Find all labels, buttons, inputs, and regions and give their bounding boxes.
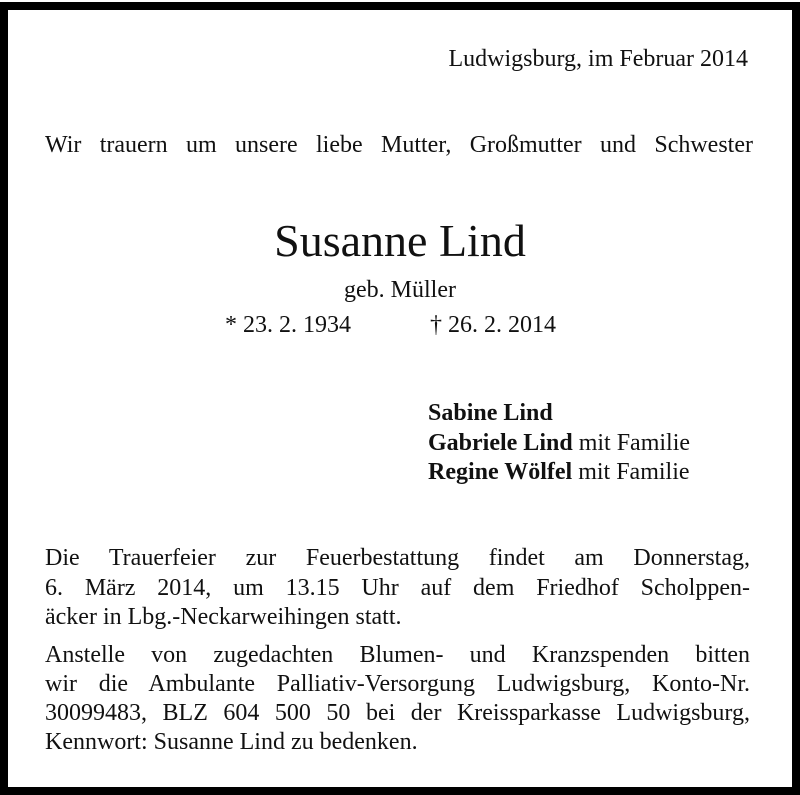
text-line: Anstelle von zugedachten Blumen- und Kranzspenden bitten bbox=[45, 642, 750, 668]
maiden-name: geb. Müller bbox=[344, 277, 456, 303]
birth-date: * 23. 2. 1934 bbox=[225, 312, 351, 338]
place-date: Ludwigsburg, im Februar 2014 bbox=[448, 46, 748, 72]
mourner-name: Sabine Lind bbox=[428, 400, 553, 426]
mourner-name: Gabriele Lind bbox=[428, 430, 573, 456]
text-line: 6. März 2014, um 13.15 Uhr auf dem Friedhof Scholppen- bbox=[45, 575, 750, 601]
mourner-suffix: mit Familie bbox=[578, 459, 690, 485]
death-date: † 26. 2. 2014 bbox=[430, 312, 556, 338]
text-line: 30099483, BLZ 604 500 50 bei der Kreissparkasse Ludwigsburg, bbox=[45, 700, 750, 726]
mourner bbox=[428, 458, 690, 486]
intro-line: Wir trauern um unsere liebe Mutter, Großmutter und Schwester bbox=[45, 132, 753, 158]
mourner-name: Regine Wölfel bbox=[428, 459, 573, 485]
text-line: Kennwort: Susanne Lind zu bedenken. bbox=[45, 729, 418, 755]
mourner-suffix: mit Familie bbox=[578, 430, 691, 456]
mourner bbox=[428, 429, 690, 457]
deceased-name: Susanne Lind bbox=[274, 215, 526, 266]
text-line: äcker in Lbg.-Neckarweihingen statt. bbox=[45, 604, 402, 630]
text-line: Die Trauerfeier zur Feuerbestattung findet am Donnerstag, bbox=[45, 545, 750, 571]
text-line: wir die Ambulante Palliativ-Versorgung Ludwigsburg, Konto-Nr. bbox=[45, 671, 750, 697]
mourner bbox=[428, 399, 553, 427]
